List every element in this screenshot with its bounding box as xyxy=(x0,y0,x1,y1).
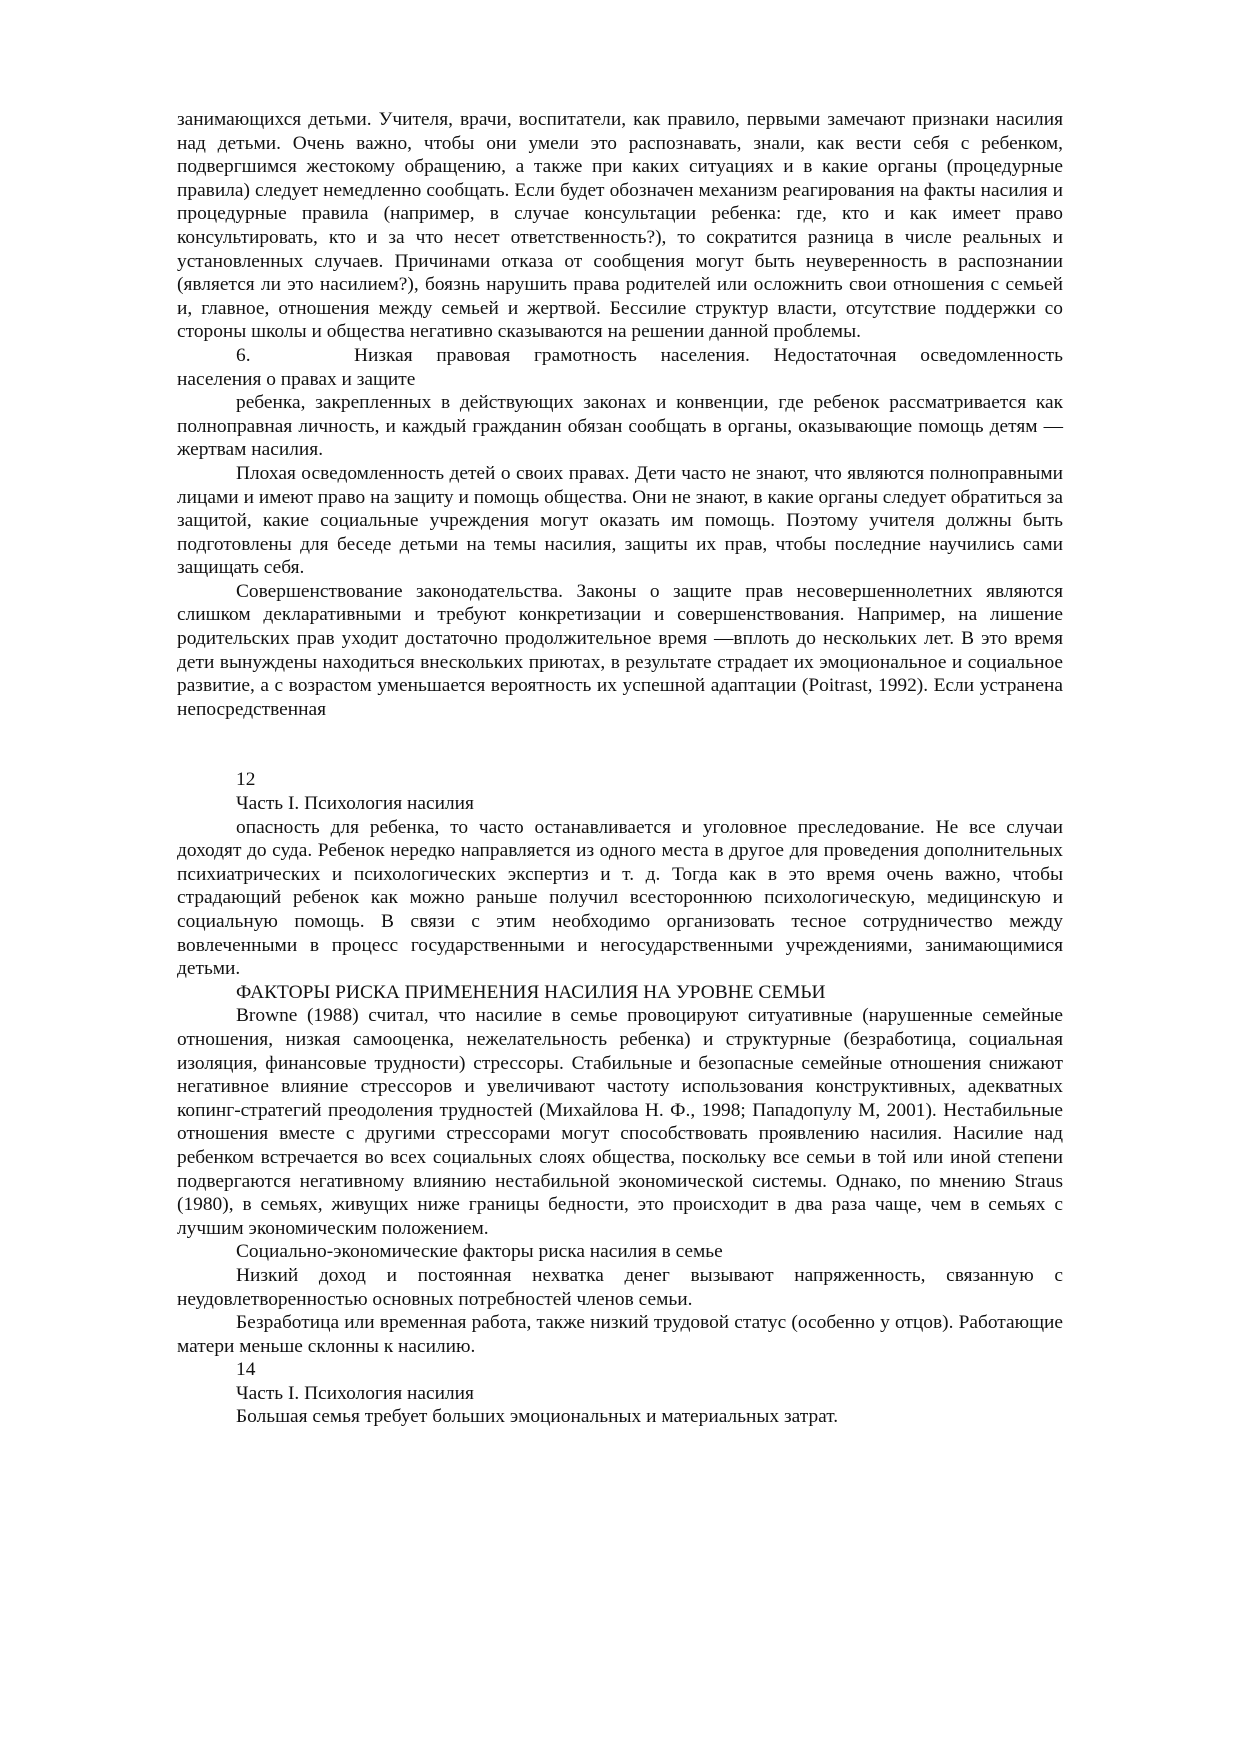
list-number: 6. xyxy=(236,344,251,366)
paragraph-reporting-violence: занимающихся детьми. Учителя, врачи, воспитатели, как правило, первыми замечают признаки насилия над детьми. Очень важно, чтобы они умели это распознавать, знали, как вести себя с ребенком, подвергшимся жестокому обращению, а также при каких ситуациях и в какие органы (процедурные правила) следует немедленно сообщать. Если будет обозначен механизм реагирования на факты насилия и процедурные правила (например, в случае консультации ребенка: где, кто и как имеет право консультировать, кто и за что несет ответственность?), то сократится разница в числе реальных и установленных случаев. Причинами отказа от сообщения могут быть неуверенность в распознании (является ли это насилием?), боязнь нарушить права родителей или осложнить свои отношения с семьей и, главное, отношения между семьей и жертвой. Бессилие структур власти, отсутствие поддержки со стороны школы и общества негативно сказываются на решении данной проблемы. xyxy=(177,109,1063,343)
list-item-6 xyxy=(177,344,1063,368)
paragraph-low-income: Низкий доход и постоянная нехватка денег вызывают напряженность, связанную с неудовлетворенностью основных потребностей членов семьи. xyxy=(177,1264,1063,1310)
page-number: 14 xyxy=(236,1359,256,1381)
paragraph-browne: Browne (1988) считал, что насилие в семье провоцируют ситуативные (нарушенные семейные отношения, низкая самооценка, нежелательность ребенка) и структурные (безработица, социальная изоляция, финансовые трудности) стрессоры. Стабильные и безопасные семейные отношения снижают негативное влияние стрессоров и увеличивают частоту использования конструктивных, адекватных копинг-стратегий преодоления трудностей (Михайлова Н. Ф., 1998; Пападопулу М, 2001). Нестабильные отношения вместе с другими стрессорами могут способствовать проявлению насилия. Насилие над ребенком встречается во всех социальных слоях общества, поскольку все семьи в той или иной степени подвергаются негативному влиянию нестабильной экономической системы. Однако, по мнению Straus (1980), в семьях, живущих ниже границы бедности, это происходит в два раза чаще, чем в семьях с лучшим экономическим положением. xyxy=(177,1005,1063,1239)
paragraph-large-family: Большая семья требует больших эмоциональных и материальных затрат. xyxy=(236,1406,839,1428)
paragraph-danger-prosecution: опасность для ребенка, то часто останавливается и уголовное преследование. Не все случаи доходят до суда. Ребенок нередко направляется из одного места в другое для проведения дополнительных психиатрических и психологических экспертиз и т. д. Тогда как в это время очень важно, чтобы страдающий ребенок как можно раньше получил всестороннюю психологическую, медицинскую и социальную помощь. В связи с этим необходимо организовать тесное сотрудничество между вовлеченными в процесс государственными и негосударственными учреждениями, занимающимися детьми. xyxy=(177,816,1063,980)
running-header: Часть I. Психология насилия xyxy=(236,793,474,815)
subheading-socioeconomic-factors: Социально-экономические факторы риска насилия в семье xyxy=(236,1241,723,1263)
page-number: 12 xyxy=(236,769,256,791)
paragraph-unemployment: Безработица или временная работа, также низкий трудовой статус (особенно у отцов). Работающие матери меньше склонны к насилию. xyxy=(177,1312,1063,1357)
paragraph-continuation: населения о правах и защите xyxy=(177,368,416,390)
document-page xyxy=(177,108,1063,1429)
paragraph-children-awareness: Плохая осведомленность детей о своих правах. Дети часто не знают, что являются полноправными лицами и имеют право на защиту и помощь общества. Они не знают, в какие органы следует обратиться за защитой, какие социальные учреждения могут оказать им помощь. Поэтому учителя должны быть подготовлены для беседе детьми на темы насилия, защиты их прав, чтобы последние научились сами защищать себя. xyxy=(177,462,1063,579)
page-break-gap xyxy=(177,721,1063,768)
list-item-text: Низкая правовая грамотность населения. Недостаточная осведомленность xyxy=(354,344,1063,366)
section-heading-family-risk-factors: ФАКТОРЫ РИСКА ПРИМЕНЕНИЯ НАСИЛИЯ НА УРОВНЕ СЕМЬИ xyxy=(236,981,826,1003)
paragraph-legislation: Совершенствование законодательства. Законы о защите прав несовершеннолетних являются слишком декларативными и требуют конкретизации и совершенствования. Например, на лишение родительских прав уходит достаточно продолжительное время —вплоть до нескольких лет. В это время дети вынуждены находиться внескольких приютах, в результате страдает их эмоциональное и социальное развитие, а с возрастом уменьшается вероятность их успешной адаптации (Poitrast, 1992). Если устранена непосредственная xyxy=(177,580,1063,720)
running-header: Часть I. Психология насилия xyxy=(236,1382,474,1404)
paragraph-child-rights: ребенка, закрепленных в действующих законах и конвенции, где ребенок рассматривается как полноправная личность, и каждый гражданин обязан сообщать в органы, оказывающие помощь детям — жертвам насилия. xyxy=(177,392,1063,461)
